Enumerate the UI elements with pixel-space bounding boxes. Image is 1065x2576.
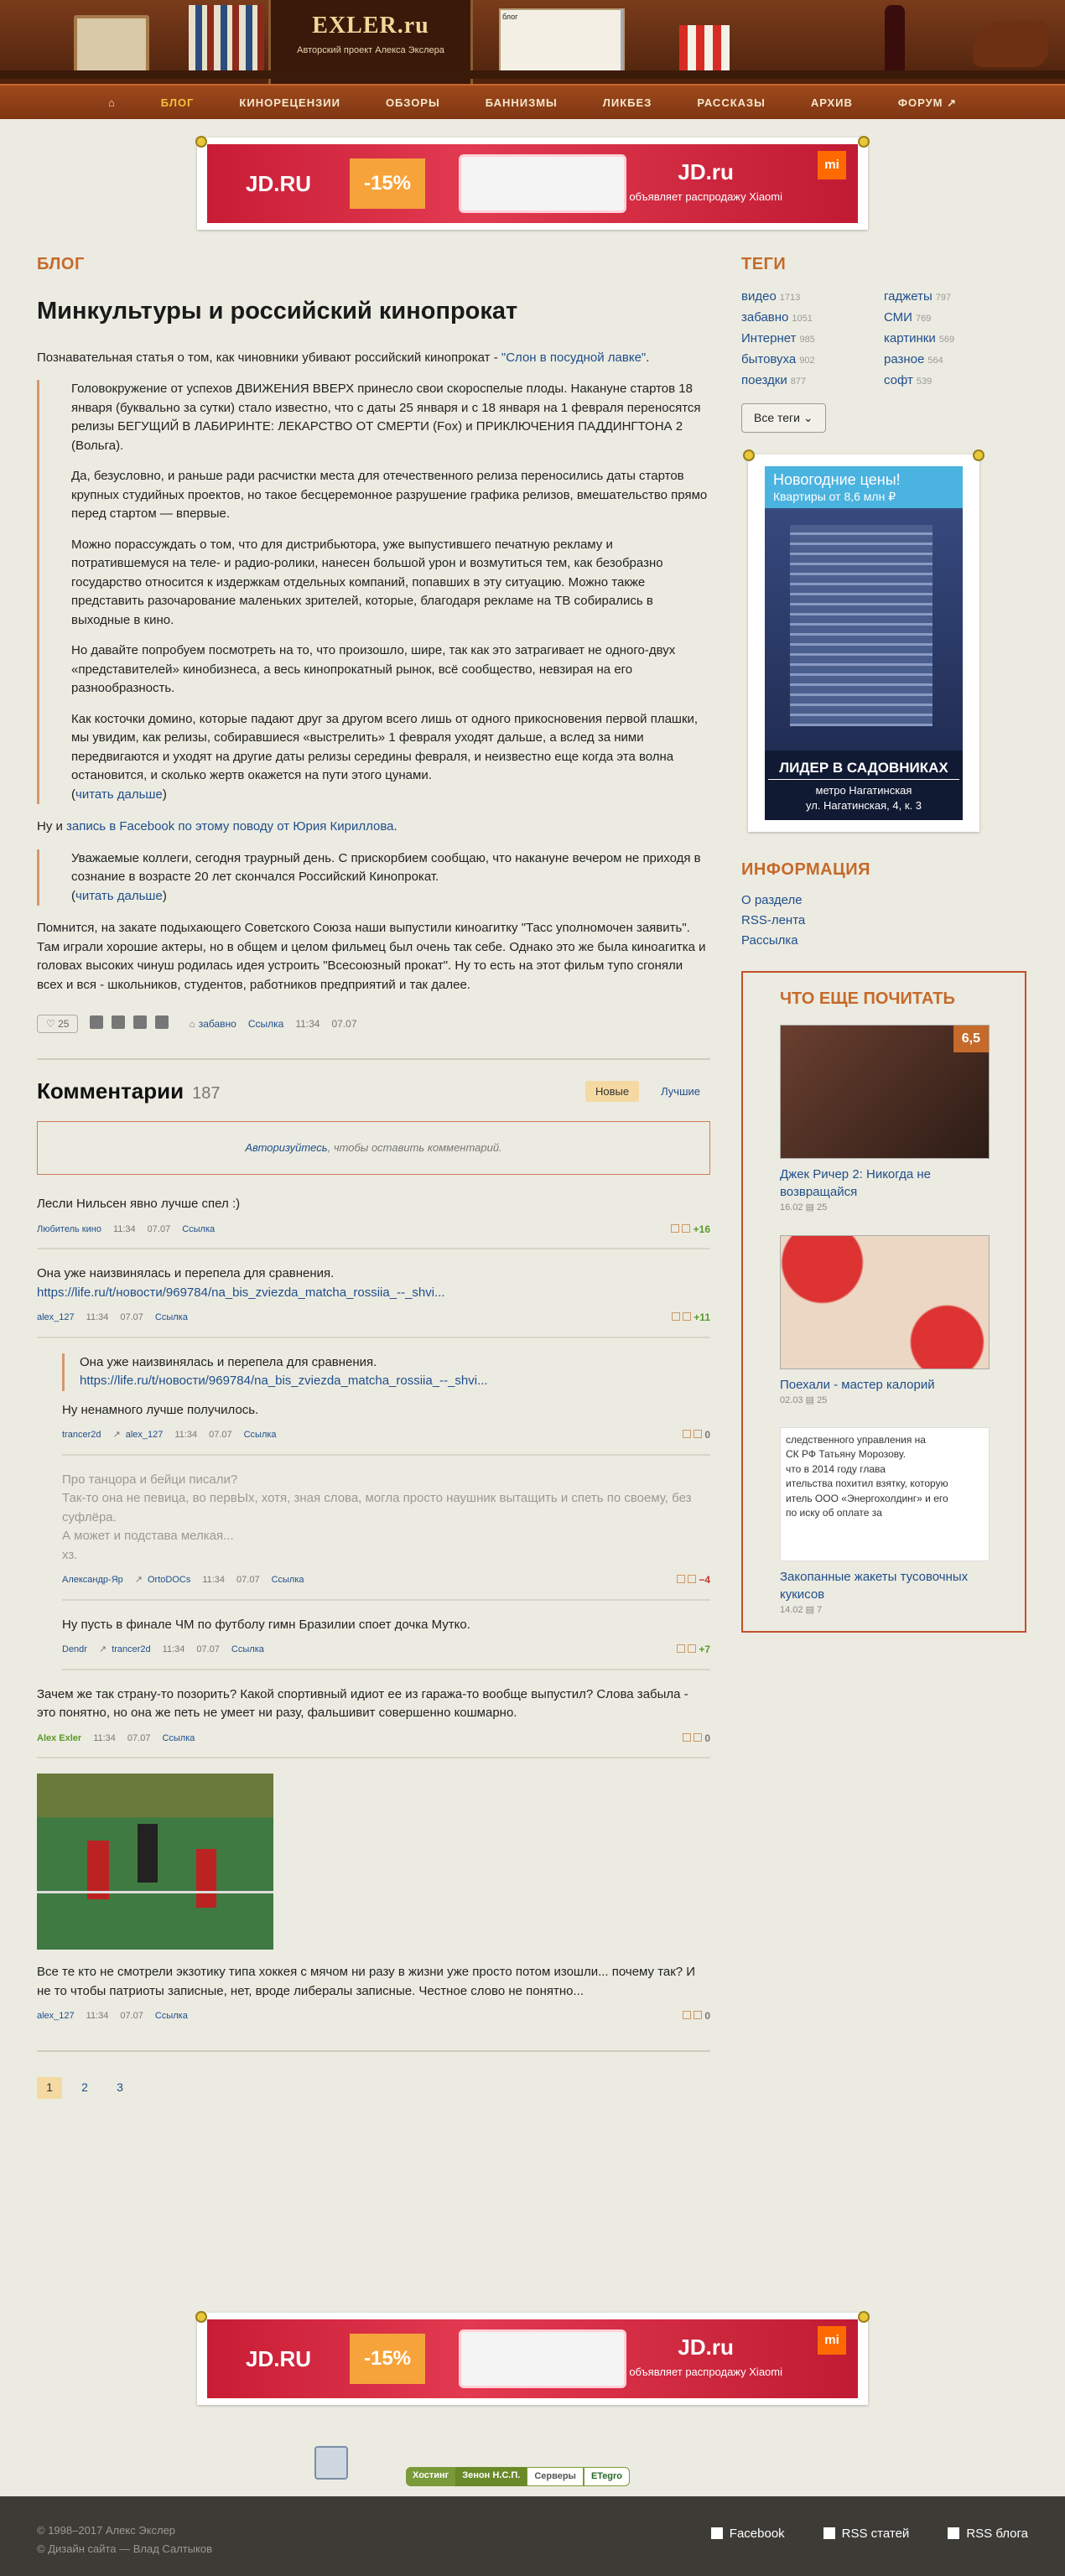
books-decoration <box>189 5 264 75</box>
vote-up-icon[interactable] <box>694 2011 702 2019</box>
tag-count: 539 <box>916 377 933 387</box>
score-value: +16 <box>693 1223 710 1235</box>
tag-count: 564 <box>927 356 943 366</box>
comment-time: 11:34 <box>174 1430 198 1440</box>
vote-down-icon[interactable] <box>677 1644 685 1653</box>
read-item-title[interactable]: Поехали - мастер калорий <box>780 1377 935 1392</box>
score-value: +7 <box>699 1644 710 1656</box>
score-value: −4 <box>699 1574 710 1587</box>
tag-item <box>884 287 1026 308</box>
quote-paragraph: Можно порассуждать о том, что для дистрибьютора, уже выпустившего печатную рекламу и потратившемуся на теле- и радио-ролики, нанесен большой урон и возмутиться тем, как безобразно государство относится к издержкам отдельных компаний, попавших в эту ситуацию. Можно также представить разочарование маленьких зрителей, которые, благодаря рекламе на ТВ собирались в выходные в кино. <box>71 537 663 627</box>
vote-down-icon[interactable] <box>683 1733 691 1742</box>
tag-item <box>741 329 884 350</box>
calendar-label: блог <box>502 13 518 21</box>
comment-score <box>683 2008 710 2023</box>
article-tag[interactable]: забавно <box>198 1018 236 1030</box>
vote-down-icon[interactable] <box>671 1224 679 1233</box>
article-quote-2 <box>37 849 710 906</box>
comment-score <box>671 1222 710 1237</box>
nav-bannisms[interactable]: БАННИЗМЫ <box>485 96 558 110</box>
info-link[interactable]: Рассылка <box>741 933 798 948</box>
comment-time: 11:34 <box>162 1644 185 1654</box>
score-value: 0 <box>704 1429 710 1441</box>
main-content <box>37 252 710 2099</box>
comment-date: 07.07 <box>120 2011 143 2021</box>
comment-time: 11:34 <box>93 1732 116 1743</box>
comment-score <box>672 1310 710 1325</box>
nav-reviews[interactable]: КИНОРЕЦЕНЗИИ <box>239 96 340 110</box>
read-item-date: 14.02 <box>780 1605 803 1615</box>
share-icons <box>90 1015 177 1033</box>
ad-right-sub: объявляет распродажу Xiaomi <box>629 190 782 203</box>
tag-count: 569 <box>938 335 955 345</box>
comment-meta <box>37 1732 710 1746</box>
intro-link[interactable]: "Слон в посудной лавке" <box>501 350 647 365</box>
footer <box>0 2496 1065 2576</box>
comments-count: 187 <box>192 1084 221 1103</box>
socket-icon <box>314 2446 348 2480</box>
read-more-block <box>741 971 1026 1633</box>
comment-author[interactable]: Dendr <box>62 1644 87 1654</box>
comment-time: 11:34 <box>112 1223 136 1234</box>
pin-icon <box>974 451 983 460</box>
tag-link[interactable]: забавно <box>741 310 789 325</box>
read-item[interactable] <box>780 1235 988 1408</box>
rating-badge: 6,5 <box>953 1026 989 1052</box>
comment-author[interactable]: Любитель кино <box>37 1223 101 1234</box>
tag-count: 1713 <box>779 293 801 303</box>
ad-right-sub: объявляет распродажу Xiaomi <box>629 2366 782 2378</box>
read-item-title[interactable]: Закопанные жакеты тусовочных кукисов <box>780 1570 969 1602</box>
comment-link[interactable]: Ссылка <box>154 1312 188 1322</box>
building-image <box>790 525 933 726</box>
article-meta <box>37 1015 710 1033</box>
mi-logo-icon: mi <box>818 151 846 179</box>
read-item-image[interactable] <box>780 1427 990 1561</box>
vote-up-icon[interactable] <box>694 1430 702 1438</box>
vote-up-icon[interactable] <box>688 1644 696 1653</box>
comment-line: хз. <box>62 1547 78 1562</box>
comment-date: 07.07 <box>196 1644 220 1654</box>
read-item-comments: 7 <box>817 1605 823 1615</box>
snippet-line: что в 2014 году глава <box>786 1462 886 1475</box>
ad-jd-logo: JD.RU <box>245 2345 311 2371</box>
logo-subtitle: Авторский проект Алекса Экслера <box>297 45 444 55</box>
article-quote <box>37 380 710 804</box>
design-credit: © Дизайн сайта — Влад Салтыков <box>37 2542 213 2555</box>
hosting-badges <box>406 2467 630 2486</box>
reply-arrow-icon: ↗ <box>134 1575 143 1585</box>
vote-up-icon[interactable] <box>694 1733 702 1742</box>
comment-quote <box>62 1353 710 1391</box>
ad-phone-image <box>459 154 626 213</box>
auth-link[interactable]: Авторизуйтесь <box>245 1141 328 1155</box>
ad-discount: -15% <box>350 158 425 209</box>
comment-author[interactable]: alex_127 <box>37 2011 75 2021</box>
bottom-ad-banner[interactable] <box>197 2313 868 2405</box>
main-nav <box>0 84 1065 119</box>
tag-item <box>741 287 884 308</box>
comment-time: 11:34 <box>86 2011 109 2021</box>
auth-box <box>37 1121 710 1175</box>
read-item[interactable] <box>780 1427 988 1618</box>
nav-stories[interactable]: РАССКАЗЫ <box>697 96 766 110</box>
info-link[interactable]: RSS-лента <box>741 913 806 927</box>
comment-date: 07.07 <box>209 1430 232 1440</box>
read-more-link[interactable]: читать дальше <box>75 787 163 802</box>
read-item-date: 02.03 <box>780 1394 803 1405</box>
comment-author[interactable]: Александр-Яр <box>62 1575 123 1585</box>
comment-score <box>677 1572 710 1587</box>
comment-link[interactable]: Ссылка <box>162 1732 195 1743</box>
pin-icon <box>860 2313 868 2321</box>
comment-reply <box>62 1616 710 1670</box>
vote-down-icon[interactable] <box>672 1312 680 1321</box>
tag-cloud <box>741 287 1026 392</box>
microphone-decoration <box>621 8 651 75</box>
read-more-title: ЧТО ЕЩЕ ПОЧИТАТЬ <box>780 989 955 1008</box>
tag-link[interactable]: картинки <box>884 331 936 345</box>
quote-paragraph: Да, безусловно, и раньше ради расчистки места для отечественного релиза переносились даты стартов крупных студийных проектов, но такое бесцеремонное разрушение графика релизов, вмешательство прямо перед стартом — впервые. <box>71 469 708 521</box>
hosting-strip <box>0 2428 1065 2481</box>
tag-link[interactable]: софт <box>884 373 913 387</box>
info-title: ИНФОРМАЦИЯ <box>741 860 870 879</box>
ad-discount: -15% <box>350 2334 425 2384</box>
tag-item <box>884 371 1026 392</box>
nav-blog[interactable]: БЛОГ <box>160 96 195 110</box>
comments-icon: ▤ <box>805 1202 814 1213</box>
comment-line: А может и подстава мелкая... <box>62 1529 234 1543</box>
vk-share-icon[interactable] <box>133 1015 147 1029</box>
ad-right-title: JD.ru <box>678 159 734 184</box>
pin-icon <box>197 138 205 146</box>
article-title: Минкультуры и российский кинопрокат <box>37 298 518 325</box>
read-item-comments: 25 <box>817 1202 828 1213</box>
tag-link[interactable]: бытовуха <box>741 352 797 366</box>
snippet-line: ительства похитил взятку, которую <box>786 1478 948 1490</box>
sidebar-ad[interactable] <box>748 454 979 832</box>
read-item[interactable] <box>780 1025 988 1215</box>
comment-reply <box>62 1353 710 1456</box>
read-item-meta <box>780 1201 988 1215</box>
tags-title: ТЕГИ <box>741 255 787 273</box>
snippet-line: по иску об оплате за <box>786 1506 882 1519</box>
read-item-image[interactable] <box>780 1235 990 1369</box>
score-value: +11 <box>694 1311 710 1324</box>
reply-to[interactable]: OrtoDOCs <box>147 1575 191 1585</box>
tag-link[interactable]: поездки <box>741 373 787 387</box>
comment-score <box>677 1642 710 1657</box>
hosting-label[interactable]: Хостинг <box>406 2467 455 2486</box>
tag-link[interactable]: видео <box>741 289 777 304</box>
ad-headline <box>765 466 963 508</box>
article-time: 11:34 <box>295 1018 320 1030</box>
tag-count: 902 <box>799 356 815 366</box>
quote-paragraph: Как косточки домино, которые падают друг за другом всего лишь от одного прикосновения первой плашки, мы увидим, как релизы, собиравшиеся «выстрелить» 1 февраля уходят дальше, а вслед за ними передвигаются и уходят на другие даты релизы середины февраля, и неизвестно еще когда эта волна остановится, и сколько жертв окажется на пути этого цунами. (читать дальше) <box>71 711 699 802</box>
comment-text <box>37 1265 710 1302</box>
comment-text: Ну ненамного лучше получилось. <box>62 1402 259 1417</box>
hosting-provider[interactable]: Зенон Н.С.П. <box>455 2467 527 2486</box>
nav-likbez[interactable]: ЛИКБЕЗ <box>602 96 652 110</box>
comment-meta <box>37 1223 710 1237</box>
tag-link[interactable]: гаджеты <box>884 289 933 304</box>
quote-paragraph: Головокружение от успехов ДВИЖЕНИЯ ВВЕРХ принесло свои скороспелые плоды. Накануне стартов 18 января (буквально за сутки) стало известно, что с даты 25 января и с 18 января на 1 февраля переносятся релизы БЕГУЩИЙ В ЛАБИРИНТЕ: ЛЕКАРСТВО ОТ СМЕРТИ (Fox) и ПРИКЛЮЧЕНИЯ ПАДДИНГТОНА 2 (Вольга). <box>71 382 701 453</box>
intro-text: Познавательная статья о том, как чиновники убивают российский кинопрокат - <box>37 350 501 365</box>
nav-overviews[interactable]: ОБЗОРЫ <box>385 96 440 110</box>
comment-date: 07.07 <box>147 1223 171 1234</box>
comment-text <box>62 1471 710 1566</box>
info-block <box>741 857 1026 951</box>
comment-url[interactable]: https://life.ru/t/новости/969784/na_bis_zviezda_matcha_rossiia_--_shvi... <box>80 1374 488 1388</box>
comment <box>37 1685 710 1759</box>
top-ad-banner[interactable] <box>197 138 868 230</box>
vote-up-icon[interactable] <box>683 1312 691 1321</box>
tag-item <box>741 308 884 329</box>
read-item-date: 16.02 <box>780 1202 803 1213</box>
comment-meta <box>62 1643 710 1657</box>
heart-icon: ♡ <box>46 1018 55 1030</box>
nav-archive[interactable]: АРХИВ <box>810 96 853 110</box>
twitter-share-icon[interactable] <box>112 1015 125 1029</box>
article-intro: Познавательная статья о том, как чиновники убивают российский кинопрокат - "Слон в посудной лавке". <box>37 350 650 365</box>
external-link-icon: ↗ <box>947 96 958 110</box>
quote-text: Она уже наизвинялась и перепела для сравнения. <box>80 1354 377 1369</box>
footer-rss-articles-link[interactable]: RSS статей <box>823 2525 910 2544</box>
snippet-line: следственного управления на <box>786 1434 926 1446</box>
comment <box>37 1774 710 2035</box>
comment-meta <box>62 1573 710 1587</box>
quote-text: Как косточки домино, которые падают друг за другом всего лишь от одного прикосновения первой плашки, мы увидим, как релизы, собиравшиеся «выстрелить» 1 февраля уходят дальше, а вслед за ними передвигаются и уходят на другие даты релизы середины февраля, и неизвестно еще когда эта волна остановится, и сколько жертв окажется на пути этого цунами. <box>71 711 699 782</box>
tag-count: 769 <box>915 314 932 324</box>
article-permalink[interactable]: Ссылка <box>247 1018 284 1030</box>
shelf <box>0 70 1065 79</box>
fb-paragraph: Ну и запись в Facebook по этому поводу от Юрия Кириллова. <box>37 819 397 834</box>
quote-text: Уважаемые коллеги, сегодня траурный день. С прискорбием сообщаю, что накануне вечером не приходя в сознание в возрасте 20 лет скончался Российский Кинопрокат. <box>71 850 701 884</box>
read-item-title[interactable]: Джек Ричер 2: Никогда не возвращайся <box>780 1167 931 1199</box>
read-item-comments: 25 <box>817 1394 828 1405</box>
nav-forum-label[interactable]: ФОРУМ <box>897 96 943 110</box>
comment-meta <box>62 1428 710 1442</box>
comments-header <box>37 1075 710 1108</box>
comment-score <box>683 1731 710 1746</box>
info-link[interactable]: О разделе <box>741 893 803 907</box>
quote-paragraph: Уважаемые коллеги, сегодня траурный день. С прискорбием сообщаю, что накануне вечером не приходя в сознание в возрасте 20 лет скончался Российский Кинопрокат. (читать дальше) <box>71 850 701 903</box>
reply-arrow-icon: ↗ <box>112 1430 121 1440</box>
nav-home-icon[interactable]: ⌂ <box>107 96 116 110</box>
tag-count: 797 <box>935 293 952 303</box>
comment <box>37 1265 710 1338</box>
vote-down-icon[interactable] <box>683 2011 691 2019</box>
vote-up-icon[interactable] <box>682 1224 690 1233</box>
read-item-image[interactable] <box>780 1025 990 1159</box>
ad-caption-title: ЛИДЕР В САДОВНИКАХ <box>768 757 959 780</box>
mi-logo-icon: mi <box>818 2326 846 2355</box>
tag-link[interactable]: Интернет <box>741 331 797 345</box>
snippet-line: итель ООО «Энергохолдинг» и его <box>786 1492 948 1504</box>
comment-meta <box>37 2009 710 2023</box>
reply-arrow-icon: ↗ <box>98 1644 107 1654</box>
tag-item <box>884 350 1026 371</box>
page-link[interactable]: 2 <box>81 2080 88 2094</box>
comment-link[interactable]: Ссылка <box>154 2011 188 2021</box>
pin-icon <box>197 2313 205 2321</box>
comment-meta <box>37 1311 710 1325</box>
comment-text: Зачем же так страну-то позорить? Какой спортивный идиот ее из гаража-то вообще выпустил? Слова забыла - это понятно, но она же петь не умеет ни разу, фальшивит совершенно кошмарно. <box>37 1686 688 1720</box>
pin-icon <box>860 138 868 146</box>
comments-title-text: Комментарии <box>37 1078 184 1104</box>
chevron-down-icon: ⌄ <box>803 411 813 424</box>
comment-link[interactable]: Ссылка <box>271 1575 304 1585</box>
comment-link[interactable]: Ссылка <box>243 1430 277 1440</box>
comment-body: Она уже наизвинялась и перепела для сравнения. <box>37 1266 335 1280</box>
tag-link[interactable]: СМИ <box>884 310 912 325</box>
ad-sub: Квартиры от 8,6 млн ₽ <box>773 489 896 503</box>
site-header <box>0 0 1065 84</box>
tag-count: 877 <box>790 377 807 387</box>
comment-date: 07.07 <box>127 1732 151 1743</box>
article-outro: Помнится, на закате подыхающего Советского Союза наши выпустили киноагитку "Тасс уполномочен заявить". Там играли хорошие актеры, но в общем и целом фильмец был очень так себе. Однако это же была киноагитка и головах высоких чинуш родилась идея устроить "Всесоюзный прокат". Ну то есть на этот фильм тупо сгоняли всех и вся - школьников, студентов, работников предприятий и так далее. <box>37 921 706 992</box>
article-date: 07.07 <box>331 1018 357 1030</box>
ad-address: ул. Нагатинская, 4, к. 3 <box>806 798 922 812</box>
vote-down-icon[interactable] <box>677 1575 685 1583</box>
reply-to[interactable]: trancer2d <box>112 1644 151 1654</box>
comment-date: 07.07 <box>236 1575 260 1585</box>
like-button[interactable] <box>37 1015 78 1033</box>
tag-item <box>884 329 1026 350</box>
comment-line: Про танцора и бейци писали? <box>62 1472 238 1487</box>
wine-bottle-decoration <box>885 5 905 77</box>
tab-best[interactable]: Лучшие <box>661 1084 700 1098</box>
comment-url[interactable]: https://life.ru/t/новости/969784/na_bis_zviezda_matcha_rossiia_--_shvi... <box>37 1285 445 1300</box>
auth-text: , чтобы оставить комментарий. <box>327 1141 502 1155</box>
comment <box>37 1195 710 1249</box>
comment-author[interactable]: trancer2d <box>62 1430 101 1440</box>
section-title[interactable]: БЛОГ <box>37 255 85 273</box>
tag-item <box>741 350 884 371</box>
sidebar <box>741 252 1026 1633</box>
read-more-link[interactable]: читать дальше <box>75 888 163 903</box>
servers-label[interactable]: Серверы <box>527 2467 584 2486</box>
fb-link[interactable]: запись в Facebook по этому поводу от Юрия Кириллова <box>66 819 394 834</box>
quote-paragraph: Но давайте попробуем посмотреть на то, что произошло, шире, так как это затрагивает не одного-двух «представителей» кинобизнеса, а весь кинопрокатный рынок, всё сообщество, невзирая на его разнообразность. <box>71 643 676 695</box>
photo-frame <box>74 15 149 74</box>
vote-up-icon[interactable] <box>688 1575 696 1583</box>
ad-metro: метро Нагатинская <box>815 783 912 797</box>
read-item-meta <box>780 1394 988 1408</box>
comment-author[interactable]: Alex Exler <box>37 1732 82 1743</box>
comment-text: Лесли Нильсен явно лучше спел :) <box>37 1197 241 1211</box>
comments-title <box>37 1075 220 1108</box>
tag-item <box>884 308 1026 329</box>
reply-to[interactable]: alex_127 <box>125 1430 164 1440</box>
footer-rss-blog-link[interactable]: RSS блога <box>948 2525 1028 2544</box>
fb-pre: Ну и <box>37 819 67 834</box>
pin-icon <box>745 451 753 460</box>
vote-down-icon[interactable] <box>683 1430 691 1438</box>
pagination <box>37 2077 710 2099</box>
tag-item <box>741 371 884 392</box>
ad-caption <box>765 750 963 820</box>
ad-jd-logo: JD.RU <box>245 170 311 196</box>
nav-forum[interactable] <box>875 95 979 112</box>
read-item-meta <box>780 1603 988 1618</box>
servers-provider[interactable]: ETegro <box>584 2467 630 2486</box>
score-value: 0 <box>704 1732 710 1744</box>
tab-new[interactable]: Новые <box>585 1081 639 1103</box>
footer-facebook-link[interactable]: Facebook <box>711 2525 785 2544</box>
score-value: 0 <box>704 2010 710 2023</box>
comment-date: 07.07 <box>120 1312 143 1322</box>
like-count: 25 <box>58 1018 70 1030</box>
facebook-share-icon[interactable] <box>90 1015 103 1029</box>
ad-right-title: JD.ru <box>678 2334 734 2360</box>
comments-icon: ▤ <box>805 1394 814 1405</box>
snippet-line: СК РФ Татьяну Морозову. <box>786 1448 907 1461</box>
ham-decoration <box>973 20 1048 67</box>
comments-icon: ▤ <box>805 1605 814 1615</box>
all-tags-label: Все теги <box>754 411 800 424</box>
comment-text: Ну пусть в финале ЧМ по футболу гимн Бразилии споет дочка Мутко. <box>62 1617 470 1632</box>
copyright: © 1998–2017 Алекс Экслер <box>37 2524 176 2537</box>
comment-link[interactable]: Ссылка <box>182 1223 216 1234</box>
tag-icon: ⌂ <box>189 1018 195 1030</box>
logo-title[interactable]: EXLER.ru <box>312 13 429 39</box>
tag-count: 1051 <box>792 314 813 324</box>
comment-line: Так-то она не певица, во первЫх, хотя, зная слова, могла просто наушник вытащить и спеть по своему, без суфлёра. <box>62 1491 692 1524</box>
page-link[interactable]: 1 <box>37 2077 62 2099</box>
tag-link[interactable]: разное <box>884 352 925 366</box>
ad-headline-text: Новогодние цены! <box>773 471 901 488</box>
comment-text: Все те кто не смотрели экзотику типа хоккея с мячом ни разу в жизни уже просто потом изошли... почему так? И не то чтобы патриоты записные, нет, вроде либералы записные. Честное слово не понятно... <box>37 1965 696 1998</box>
comment-author[interactable]: alex_127 <box>37 1312 75 1322</box>
comment-photo[interactable] <box>37 1774 273 1950</box>
comment-link[interactable]: Ссылка <box>231 1644 264 1654</box>
comment-score <box>683 1427 710 1442</box>
comment-time: 11:34 <box>202 1575 226 1585</box>
popcorn-decoration <box>679 25 730 77</box>
comment-reply <box>62 1471 710 1601</box>
tag-count: 985 <box>799 335 815 345</box>
comment-time: 11:34 <box>86 1312 109 1322</box>
page-link[interactable]: 3 <box>117 2080 123 2094</box>
ad-phone-image <box>459 2329 626 2388</box>
lj-share-icon[interactable] <box>155 1015 169 1029</box>
calendar-decoration <box>499 8 625 77</box>
all-tags-button[interactable] <box>741 403 826 433</box>
